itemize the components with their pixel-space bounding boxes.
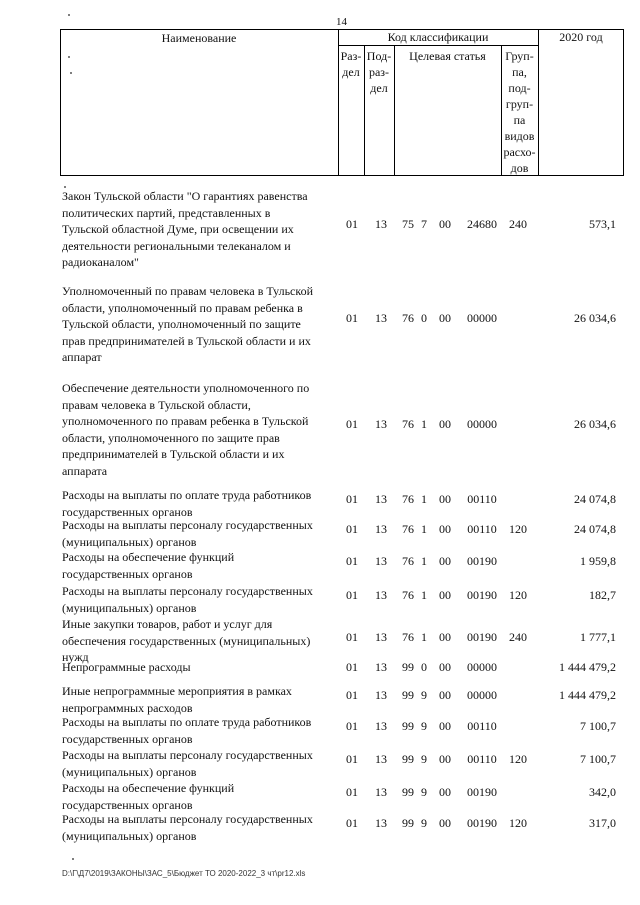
- header-divider-year: [538, 29, 539, 176]
- cell-amount: 1 444 479,2: [559, 660, 616, 674]
- row-name: Расходы на выплаты персоналу государственных (муниципальных) органов: [62, 584, 313, 615]
- cell-target-direction: 00: [439, 816, 451, 830]
- header-border-left: [60, 29, 61, 176]
- cell-target-code: 00190: [467, 554, 497, 568]
- header-classification: Код классификации: [387, 30, 489, 44]
- cell-expense-group: 240: [509, 630, 527, 644]
- cell-target-subprogram: 9: [421, 785, 427, 799]
- cell-expense-group: 120: [509, 522, 527, 536]
- cell-target-program: 99: [402, 688, 414, 702]
- cell-target-code: 00110: [467, 522, 497, 536]
- cell-section: 01: [346, 217, 358, 231]
- cell-target-subprogram: 9: [421, 688, 427, 702]
- cell-target-direction: 00: [439, 719, 451, 733]
- row-name: Расходы на обеспечение функций государственных органов: [62, 550, 235, 581]
- cell-target-program: 76: [402, 522, 414, 536]
- cell-section: 01: [346, 588, 358, 602]
- header-section: Раз- дел: [340, 49, 362, 79]
- cell-expense-group: 120: [509, 588, 527, 602]
- row-name: Расходы на выплаты по оплате труда работников государственных органов: [62, 488, 312, 519]
- cell-target-program: 75: [402, 217, 414, 231]
- cell-amount: 24 074,8: [574, 492, 616, 506]
- cell-target-direction: 00: [439, 588, 451, 602]
- cell-target-code: 00190: [467, 630, 497, 644]
- cell-section: 01: [346, 719, 358, 733]
- cell-subsection: 13: [375, 660, 387, 674]
- cell-target-code: 00000: [467, 688, 497, 702]
- cell-section: 01: [346, 660, 358, 674]
- cell-target-code: 00000: [467, 417, 497, 431]
- cell-subsection: 13: [375, 785, 387, 799]
- cell-amount: 317,0: [589, 816, 616, 830]
- row-name: Закон Тульской области "О гарантиях равенства политических партий, представленных в Тульской областной Думе, при освещении их деятельности региональными телеканалом и радиоканалом": [62, 189, 308, 269]
- cell-target-subprogram: 1: [421, 630, 427, 644]
- cell-target-code: 24680: [467, 217, 497, 231]
- header-group: Груп- па, под- груп- па видов расхо- дов: [503, 49, 536, 175]
- row-name: Расходы на выплаты по оплате труда работников государственных органов: [62, 715, 312, 746]
- cell-amount: 24 074,8: [574, 522, 616, 536]
- cell-target-code: 00190: [467, 588, 497, 602]
- cell-target-code: 00190: [467, 816, 497, 830]
- header-border-bottom: [60, 175, 624, 176]
- cell-target-direction: 00: [439, 630, 451, 644]
- table-header: [60, 29, 624, 176]
- cell-target-subprogram: 9: [421, 752, 427, 766]
- cell-target-subprogram: 1: [421, 417, 427, 431]
- cell-target-program: 76: [402, 492, 414, 506]
- cell-target-program: 99: [402, 719, 414, 733]
- header-divider-subsection: [394, 46, 395, 176]
- file-path-footer: D:\Г\Д7\2019\ЗАКОНЫ\ЗАС_5\Бюджет ТО 2020-2022_3 чт\pr12.xls: [62, 869, 306, 878]
- cell-amount: 342,0: [589, 785, 616, 799]
- cell-subsection: 13: [375, 688, 387, 702]
- cell-section: 01: [346, 688, 358, 702]
- cell-target-direction: 00: [439, 492, 451, 506]
- cell-target-subprogram: 0: [421, 660, 427, 674]
- cell-target-program: 76: [402, 588, 414, 602]
- header-name: Наименование: [161, 31, 237, 45]
- scan-speck: [68, 56, 70, 58]
- row-name: Уполномоченный по правам человека в Тульской области, уполномоченный по правам ребенка в Тульской области, уполномоченный по защите прав предпринимателей в Тульской области и их аппарат: [62, 284, 314, 364]
- cell-expense-group: 120: [509, 752, 527, 766]
- row-name: Расходы на обеспечение функций государственных органов: [62, 781, 235, 812]
- cell-section: 01: [346, 492, 358, 506]
- cell-target-direction: 00: [439, 688, 451, 702]
- cell-section: 01: [346, 816, 358, 830]
- cell-subsection: 13: [375, 417, 387, 431]
- cell-target-direction: 00: [439, 660, 451, 674]
- cell-amount: 7 100,7: [580, 719, 616, 733]
- cell-target-direction: 00: [439, 785, 451, 799]
- cell-subsection: 13: [375, 311, 387, 325]
- cell-target-program: 76: [402, 630, 414, 644]
- cell-target-subprogram: 7: [421, 217, 427, 231]
- cell-subsection: 13: [375, 217, 387, 231]
- cell-subsection: 13: [375, 588, 387, 602]
- cell-section: 01: [346, 785, 358, 799]
- row-name: Расходы на выплаты персоналу государственных (муниципальных) органов: [62, 748, 313, 779]
- cell-target-program: 99: [402, 785, 414, 799]
- row-name: Непрограммные расходы: [62, 660, 191, 674]
- cell-section: 01: [346, 311, 358, 325]
- cell-target-direction: 00: [439, 417, 451, 431]
- row-name: Расходы на выплаты персоналу государственных (муниципальных) органов: [62, 518, 313, 549]
- header-subsection: Под- раз- дел: [366, 49, 392, 95]
- cell-target-program: 99: [402, 816, 414, 830]
- header-divider-classification: [338, 45, 538, 46]
- cell-target-direction: 00: [439, 752, 451, 766]
- header-target: Целевая статья: [409, 49, 486, 63]
- cell-target-code: 00110: [467, 492, 497, 506]
- cell-subsection: 13: [375, 752, 387, 766]
- cell-subsection: 13: [375, 630, 387, 644]
- cell-section: 01: [346, 522, 358, 536]
- cell-target-program: 99: [402, 752, 414, 766]
- row-name: Расходы на выплаты персоналу государственных (муниципальных) органов: [62, 812, 313, 843]
- cell-subsection: 13: [375, 554, 387, 568]
- cell-target-direction: 00: [439, 217, 451, 231]
- cell-target-program: 76: [402, 417, 414, 431]
- cell-section: 01: [346, 630, 358, 644]
- cell-amount: 1 959,8: [580, 554, 616, 568]
- cell-target-subprogram: 9: [421, 719, 427, 733]
- row-name: Иные непрограммные мероприятия в рамках непрограммных расходов: [62, 684, 292, 715]
- scan-speck: [70, 72, 72, 74]
- scan-speck: [72, 858, 74, 860]
- cell-subsection: 13: [375, 492, 387, 506]
- cell-target-program: 76: [402, 554, 414, 568]
- cell-section: 01: [346, 417, 358, 431]
- cell-subsection: 13: [375, 522, 387, 536]
- cell-expense-group: 240: [509, 217, 527, 231]
- cell-amount: 26 034,6: [574, 417, 616, 431]
- scan-speck: [68, 14, 70, 16]
- cell-subsection: 13: [375, 719, 387, 733]
- cell-target-subprogram: 1: [421, 588, 427, 602]
- cell-amount: 1 444 479,2: [559, 688, 616, 702]
- cell-target-direction: 00: [439, 554, 451, 568]
- header-year: 2020 год: [559, 30, 603, 44]
- cell-target-code: 00000: [467, 311, 497, 325]
- cell-target-code: 00110: [467, 719, 497, 733]
- cell-target-subprogram: 1: [421, 492, 427, 506]
- cell-amount: 182,7: [589, 588, 616, 602]
- cell-amount: 1 777,1: [580, 630, 616, 644]
- cell-subsection: 13: [375, 816, 387, 830]
- cell-target-code: 00190: [467, 785, 497, 799]
- header-border-right: [623, 29, 624, 176]
- row-name: Обеспечение деятельности уполномоченного по правам человека в Тульской области, уполномоченного по правам ребенка в Тульской области, уполномоченного по защите прав предпринимателей в Тульской области и их аппарата: [62, 381, 310, 478]
- cell-target-code: 00000: [467, 660, 497, 674]
- cell-target-code: 00110: [467, 752, 497, 766]
- cell-target-direction: 00: [439, 311, 451, 325]
- cell-target-subprogram: 1: [421, 554, 427, 568]
- cell-target-program: 76: [402, 311, 414, 325]
- cell-target-subprogram: 0: [421, 311, 427, 325]
- cell-target-subprogram: 1: [421, 522, 427, 536]
- cell-target-program: 99: [402, 660, 414, 674]
- cell-section: 01: [346, 752, 358, 766]
- cell-target-subprogram: 9: [421, 816, 427, 830]
- cell-amount: 26 034,6: [574, 311, 616, 325]
- cell-amount: 7 100,7: [580, 752, 616, 766]
- page-number: 14: [336, 16, 347, 28]
- row-name: Иные закупки товаров, работ и услуг для обеспечения государственных (муниципальных) нужд: [62, 617, 311, 664]
- cell-section: 01: [346, 554, 358, 568]
- cell-expense-group: 120: [509, 816, 527, 830]
- cell-amount: 573,1: [589, 217, 616, 231]
- cell-target-direction: 00: [439, 522, 451, 536]
